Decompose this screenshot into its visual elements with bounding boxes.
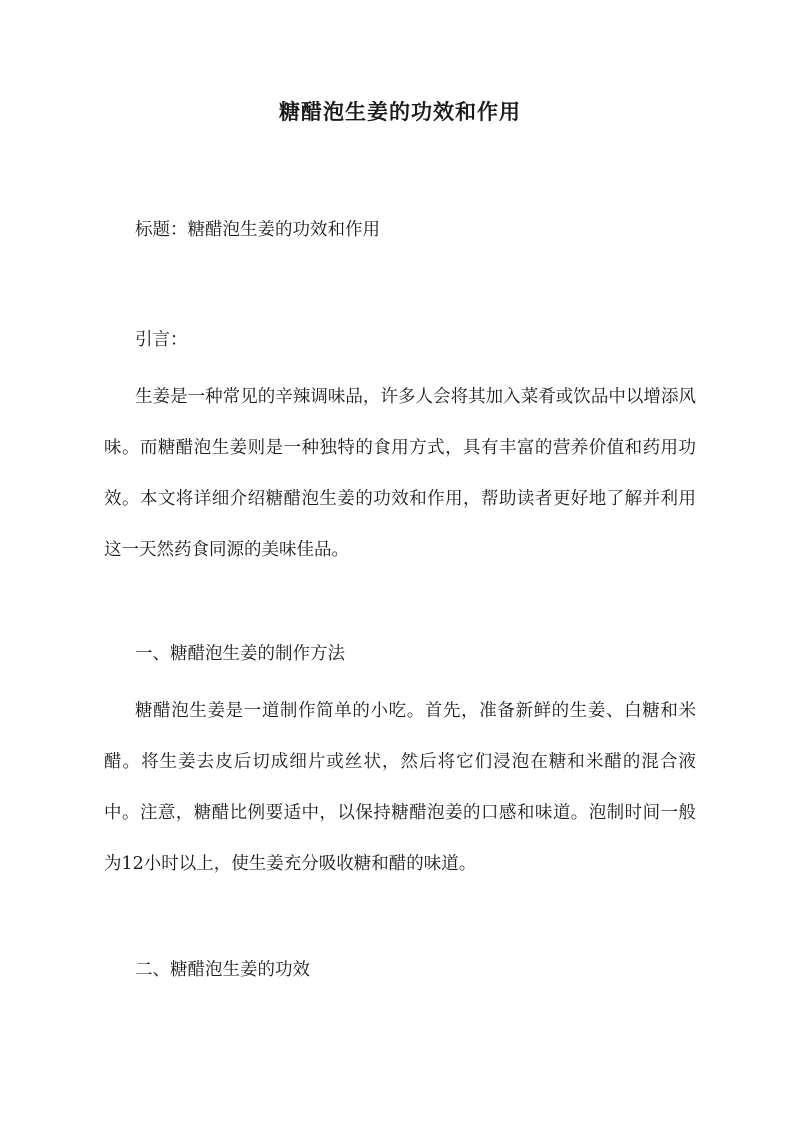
intro-paragraph: 生姜是一种常见的辛辣调味品，许多人会将其加入菜肴或饮品中以增添风味。而糖醋泡生姜则是一种独特的食用方式，具有丰富的营养价值和药用功效。本文将详细介绍糖醋泡生姜的功效和作用，帮助读者更好地了解并利用这一天然药食同源的美味佳品。 — [104, 387, 696, 560]
section-paragraph-1: 糖醋泡生姜是一道制作简单的小吃。首先，准备新鲜的生姜、白糖和米醋。将生姜去皮后切成细片或丝状，然后将它们浸泡在糖和米醋的混合液中。注意，糖醋比例要适中，以保持糖醋泡姜的口感和味道。泡制时间一般为12小时以上，使生姜充分吸收糖和醋的味道。 — [104, 701, 696, 874]
intro-heading: 引言： — [135, 330, 188, 350]
subtitle-line: 标题：糖醋泡生姜的功效和作用 — [135, 220, 380, 240]
section-heading-1: 一、糖醋泡生姜的制作方法 — [135, 644, 345, 664]
section-heading-2: 二、糖醋泡生姜的功效 — [135, 960, 310, 980]
document-title: 糖醋泡生姜的功效和作用 — [279, 99, 521, 124]
